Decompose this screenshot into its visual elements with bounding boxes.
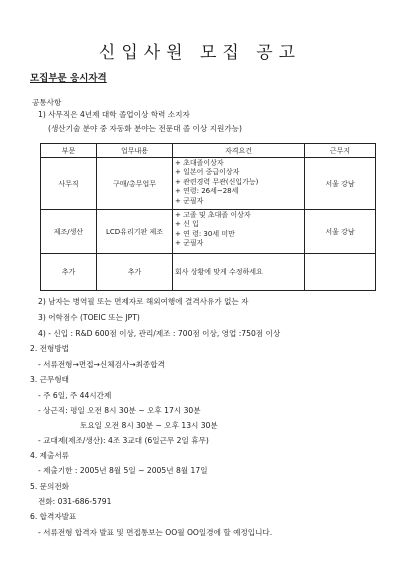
table-row [41, 158, 376, 210]
table-row [41, 254, 376, 291]
section-3-line: - 교대제(제조/생산): 4조 3교대 (6일근무 2일 휴무) [38, 436, 209, 445]
section-3-line: 토요일 오전 8시 30분 ~ 오후 13시 30분 [80, 421, 218, 430]
header-task: 업무내용 [97, 144, 173, 158]
row-location: 서울 강남 [305, 210, 376, 254]
qual-item: + 군필자 [175, 239, 204, 248]
section-6-title: 6. 합격자발표 [30, 512, 77, 521]
row-dept: 제조/생산 [41, 210, 97, 254]
common-heading: 공통사항 [32, 98, 62, 107]
section-4-line: - 제출기한 : 2005년 8월 5일 ~ 2005년 8월 17일 [38, 466, 208, 475]
section-5-title: 5. 문의전화 [30, 482, 70, 491]
row-quals [173, 210, 305, 254]
page-title: 신입사원 모집 공고 [98, 43, 302, 63]
table-header-row [41, 144, 376, 158]
common-item-1: 1) 사무직은 4년제 대학 졸업이상 학력 소지자 [38, 110, 190, 119]
row-location [305, 254, 376, 291]
common-item-1-note: (생산기술 분야 중 자동화 분야는 전문대 졸 이상 지원가능) [48, 124, 242, 133]
section-3-line: - 상근직: 평일 오전 8시 30분 ~ 오후 17시 30분 [38, 406, 201, 415]
row-dept: 추가 [41, 254, 97, 291]
row-quals [173, 158, 305, 210]
header-location: 근무지 [305, 144, 376, 158]
section-2-line: - 서류전형→면접→신체검사→최종합격 [38, 360, 165, 369]
section-2-title: 2. 전형방법 [30, 344, 70, 353]
section-5-line: 전화: 031-686-5791 [38, 497, 112, 506]
header-quals: 자격요건 [173, 144, 305, 158]
qual-item: + 초대졸이상자 [175, 159, 224, 167]
section-3-line: - 주 6일, 주 44시간제 [38, 391, 112, 400]
section-6-line: - 서류전형 합격자 발표 및 면접통보는 OO월 OO일경에 할 예정입니다. [38, 528, 273, 537]
qual-item: + 고졸 및 초대졸 이상자 [175, 211, 251, 219]
qual-item: + 연 령: 30세 미만 [175, 229, 235, 238]
header-dept: 부문 [41, 144, 97, 158]
common-item-4: 4) - 신입 : R&D 600점 이상, 관리/제조 : 700점 이상, 영업 :750점 이상 [38, 329, 281, 338]
section-3-title: 3. 근무형태 [30, 375, 70, 384]
row-dept: 사무직 [41, 158, 97, 210]
row-task: LCD유리기판 제조 [97, 210, 173, 254]
row-task: 구매/총무업무 [97, 158, 173, 210]
row-task: 추가 [97, 254, 173, 291]
section-title-recruitment: 모집부문 응시자격 [30, 73, 107, 84]
qual-item: + 군필자 [175, 196, 204, 205]
section-4-title: 4. 제출서류 [30, 451, 70, 460]
common-item-2: 2) 남자는 병역필 또는 면제자로 해외여행에 결격사유가 없는 자 [38, 297, 249, 306]
common-item-3: 3) 어학점수 (TOEIC 또는 JPT) [38, 313, 140, 322]
row-note: 회사 상황에 맞게 수정하세요 [173, 254, 305, 291]
table-row [41, 210, 376, 254]
row-location: 서울 강남 [305, 158, 376, 210]
requirements-table [40, 143, 376, 291]
qual-item: + 연령: 26세~28세 [175, 187, 239, 196]
qual-item: + 신 입 [175, 220, 199, 229]
qual-item: + 관련경력 무관(신입가능) [175, 177, 259, 186]
qual-item: + 일본어 중급이상자 [175, 168, 240, 177]
